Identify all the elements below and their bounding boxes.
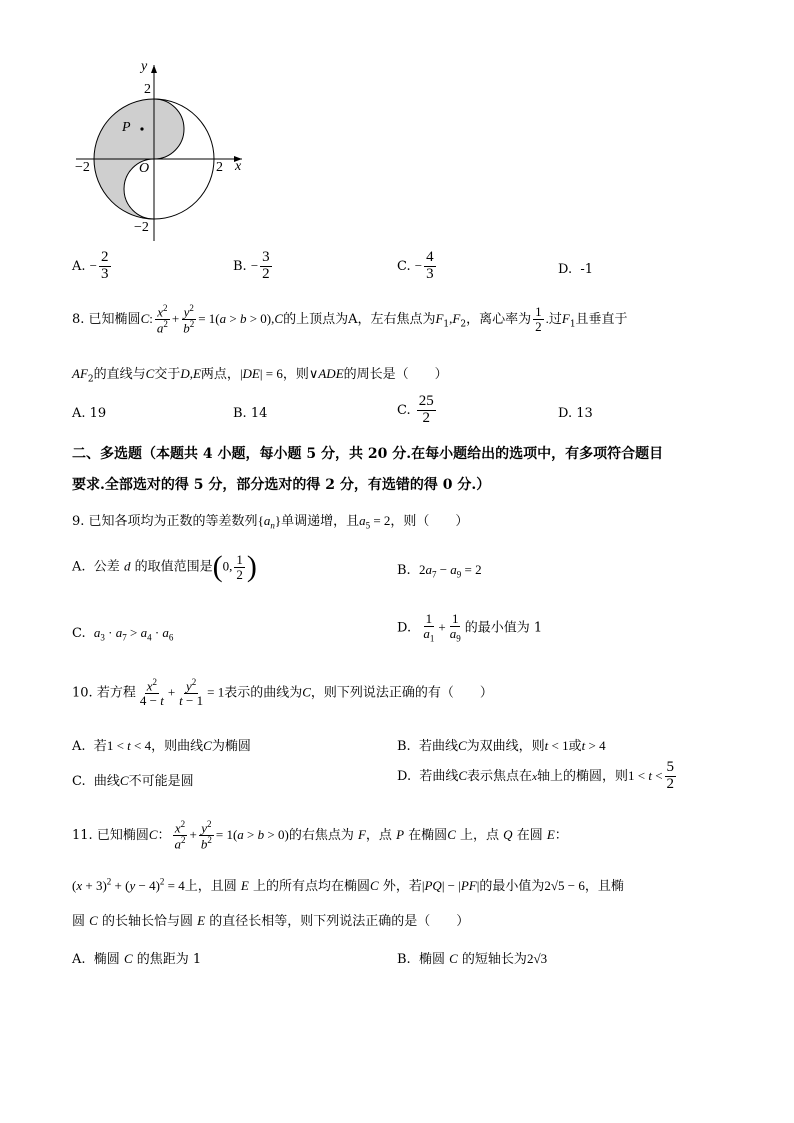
q10-stem: 10. 若方程 $\frac{x^2}{4 - t}$ + $\frac{y^2}{t - 1}$ = 1表示的曲线为C，则下列说法正确的有（ ）	[72, 677, 493, 708]
q8-option-c: C. $\frac{25}{2}$	[397, 393, 434, 426]
q9-option-c: C. $a_3 \cdot a_7 > a_4 \cdot a_6$	[72, 625, 174, 643]
q10-option-a: A. 若1 < t < 4，则曲线C为椭圆	[72, 738, 251, 754]
tick-neg-y: −2	[134, 220, 149, 235]
q11-stem-line1: 11. 已知椭圆C： $\frac{x^2}{a^2}$ + $\frac{y^2}{b^2}$ = 1(a > b > 0)的右焦点为 F，点 P 在椭圆C 上，点 Q 在圆 E：	[72, 819, 568, 852]
tick-neg-x: −2	[75, 160, 90, 175]
q11-stem-line2: $(x + 3)^2 + (y - 4)^2 = 4$上，且圆 E 上的所有点均在椭圆C 外，若|PQ| − |PF|的最小值为2√5 − 6，且椭	[72, 876, 624, 894]
q8-stem-line2: $AF_2$的直线与C交于D,E两点，|DE| = 6，则∨ADE的周长是（ ）	[72, 366, 448, 385]
q7-option-c: C. − $\frac{4}{3}$	[397, 249, 434, 282]
axis-x-label: x	[235, 159, 242, 174]
q8-option-d: D. 13	[558, 406, 593, 421]
section2-heading-line1: 二、多选题（本题共 4 小题，每小题 5 分，共 20 分.在每小题给出的选项中，有多项符合题目	[72, 446, 664, 462]
point-p-label: P	[122, 120, 131, 135]
section2-heading-line2: 要求.全部选对的得 5 分，部分选对的得 2 分，有选错的得 0 分.）	[72, 477, 491, 493]
q8-option-a: A. 19	[72, 406, 107, 421]
q7-option-a: A. − $\frac{2}{3}$	[72, 249, 109, 282]
q8-option-b: B. 14	[233, 406, 268, 421]
q7-option-b: B. − $\frac{3}{2}$	[233, 249, 270, 282]
q9-stem: 9. 已知各项均为正数的等差数列$\{a_n\}$单调递增，且$a_5 = 2$，则（ ）	[72, 513, 469, 531]
q9-option-b: B. $2a_7 - a_9 = 2$	[397, 562, 482, 580]
y-axis-arrow	[151, 65, 157, 73]
q8-stem-line1: 8. 已知椭圆C: $\frac{x^2}{a^2}$ + $\frac{y^2}{b^2}$ = 1(a > b > 0),C的上顶点为A，左右焦点为$F_1,F_2$，离心率为 $\frac{1}{2}$ .过$F_1$且垂直于	[72, 303, 628, 336]
axis-y-label: y	[141, 59, 148, 74]
point-p-dot	[140, 127, 143, 130]
tick-pos-y: 2	[144, 82, 151, 97]
yin-yang-figure	[70, 55, 250, 245]
origin-label: O	[139, 161, 150, 176]
figure-svg	[70, 55, 250, 245]
q11-option-a: A. 椭圆 C 的焦距为 1	[72, 951, 202, 967]
q9-option-a: A. 公差 d 的取值范围是(0, $\frac{1}{2}$ )	[72, 550, 257, 583]
tick-pos-x: 2	[216, 160, 223, 175]
q11-stem-line3: 圆 C 的长轴长恰与圆 E 的直径长相等，则下列说法正确的是（ ）	[72, 913, 470, 929]
q11-option-b: B. 椭圆 C 的短轴长为2√3	[397, 951, 548, 967]
q10-option-d: D. 若曲线C表示焦点在x轴上的椭圆，则1 < t < $\frac{5}{2}$	[397, 759, 675, 792]
q7-option-d: D. -1	[558, 262, 594, 277]
q9-option-d: D. $\frac{1}{a_1}$ + $\frac{1}{a_9}$ 的最小值为 1	[397, 611, 543, 644]
q10-option-c: C. 曲线C不可能是圆	[72, 773, 194, 789]
q10-option-b: B. 若曲线C为双曲线，则t < 1或t > 4	[397, 738, 606, 754]
